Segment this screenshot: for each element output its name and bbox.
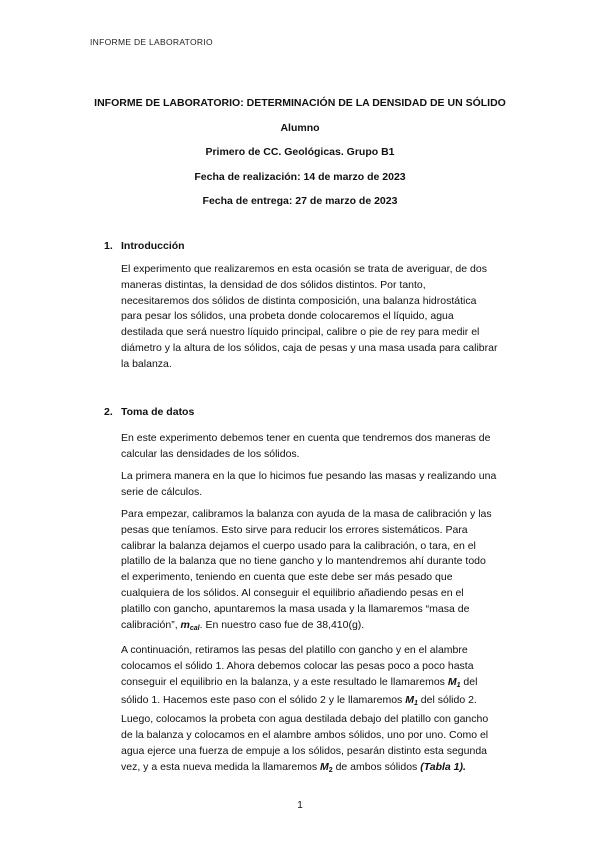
paragraph xyxy=(121,431,517,463)
author: Alumno xyxy=(280,121,320,134)
paragraph-line: El experimento que realizaremos en esta ocasión se trata de averiguar, de dos xyxy=(121,263,487,275)
paragraph-line: conseguir el equilibrio en la balanza, y a este resultado le llamaremos $M_1$ del xyxy=(121,675,478,689)
section-heading xyxy=(104,240,185,252)
paragraph-line: sólido 1. Hacemos este paso con el sólido 2 y le llamaremos $M_1$ del sólido 2. xyxy=(121,694,477,708)
course: Primero de CC. Geológicas. Grupo B1 xyxy=(205,146,395,158)
paragraph-line: Para empezar, calibramos la balanza con ayuda de la masa de calibración y las xyxy=(121,508,492,520)
paragraph xyxy=(121,643,517,778)
paragraph-line: pesas que teníamos. Esto sirve para reducir los errores sistemáticos. Para xyxy=(121,523,468,536)
section-title: Toma de datos xyxy=(121,406,195,418)
paragraph-line: colocamos el sólido 1. Ahora debemos colocar las pesas poco a poco hasta xyxy=(121,659,474,672)
paragraph-line: necesitaremos dos sólidos de distinta composición, una balanza hidrostática xyxy=(121,294,477,307)
title-block xyxy=(0,96,600,219)
paragraph-line: En este experimento debemos tener en cuenta que tendremos dos maneras de xyxy=(121,432,491,444)
paragraph-line: calibración”, $m_{cal}$. En nuestro caso fue de 38,410(g). xyxy=(121,618,365,632)
page-number: 1 xyxy=(297,800,303,811)
paragraph-line: la balanza. xyxy=(121,357,172,370)
paragraph-line: serie de cálculos. xyxy=(121,485,203,498)
section-number: 1. xyxy=(104,240,113,252)
paragraph-line: maneras distintas, la densidad de dos sólidos distintos. Por tanto, xyxy=(121,278,426,291)
paragraph-line: para pesar los sólidos, una probeta donde colocaremos el líquido, agua xyxy=(121,310,454,323)
paragraph xyxy=(121,507,517,636)
paragraph-line: el experimento, teniendo en cuenta que este debe ser más pesado que xyxy=(121,571,453,584)
section-title: Introducción xyxy=(121,240,185,252)
page-header: INFORME DE LABORATORIO xyxy=(90,37,213,47)
paragraph-line: de la balanza y colocamos en el alambre ambos sólidos, uno por uno. Como el xyxy=(121,728,489,741)
paragraph-line: La primera manera en la que lo hicimos fue pesando las masas y realizando una xyxy=(121,470,497,482)
paragraph-line: vez, y a esta nueva medida la llamaremos $M_2$ de ambos sólidos (Tabla 1). xyxy=(121,760,466,774)
paragraph-line: platillo con gancho, apuntaremos la masa usada y la llamaremos “masa de xyxy=(121,602,470,615)
paragraph-line: diámetro y la altura de los sólidos, caja de pesas y una masa usada para calibrar xyxy=(121,341,498,354)
paragraph-line: A continuación, retiramos las pesas del platillo con gancho y en el alambre xyxy=(121,644,468,656)
paragraph-line: platillo de la balanza que no tiene gancho y lo mantendremos ahí durante todo xyxy=(121,555,486,568)
paragraph xyxy=(121,469,517,501)
date-performed: Fecha de realización: 14 de marzo de 2023 xyxy=(194,170,406,183)
paragraph-line: calcular las densidades de los sólidos. xyxy=(121,447,300,460)
section-number: 2. xyxy=(104,406,113,418)
paragraph-line: Luego, colocamos la probeta con agua destilada debajo del platillo con gancho xyxy=(121,713,489,726)
paragraph-line: destilada que será nuestro líquido principal, calibre o pie de rey para medir el xyxy=(121,326,480,339)
date-submitted: Fecha de entrega: 27 de marzo de 2023 xyxy=(202,195,398,207)
paragraph xyxy=(121,262,517,373)
paragraph-line: cualquiera de los sólidos. Al conseguir el equilibrio añadiendo pesas en el xyxy=(121,586,464,599)
section-heading xyxy=(104,406,194,418)
report-title: INFORME DE LABORATORIO: DETERMINACIÓN DE LA DENSIDAD DE UN SÓLIDO xyxy=(94,97,506,109)
paragraph-line: agua ejerce una fuerza de empuje a los sólidos, pesarán distinto esta segunda xyxy=(121,744,487,757)
paragraph-line: calibrar la balanza dejamos el cuerpo usado para la calibración, o tara, en el xyxy=(121,539,476,552)
